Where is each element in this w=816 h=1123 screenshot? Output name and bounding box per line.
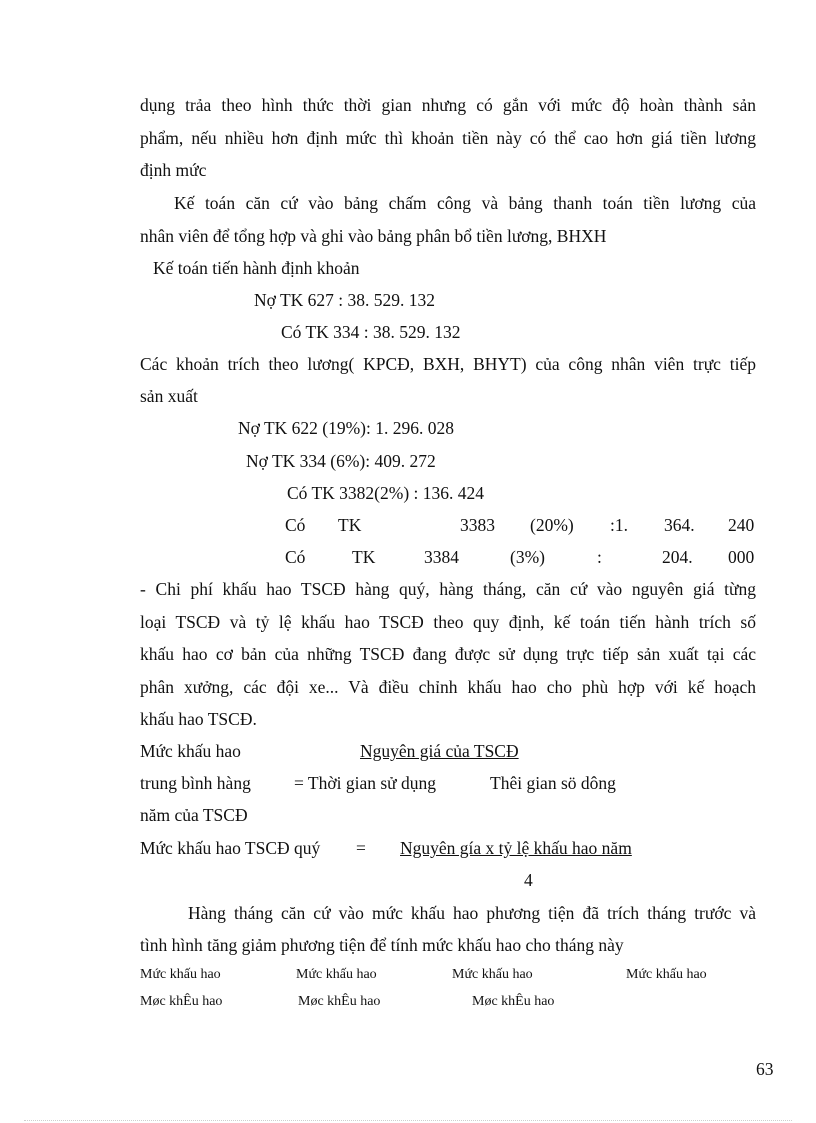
- small-row-2-item: Møc khÊu hao: [472, 994, 555, 1009]
- footer-divider: [24, 1120, 792, 1121]
- credit-2-cell: 240: [728, 515, 755, 535]
- entry-2-credit-1: Có TK 3382(2%) : 136. 424: [287, 483, 485, 503]
- paragraph-2-line-1: Kế toán căn cứ vào bảng chấm công và bảng thanh toán tiền lương của: [174, 193, 756, 213]
- formula-1-equals-text: = Thời gian sử dụng: [294, 773, 437, 793]
- entry-2-debit-2: Nợ TK 334 (6%): 409. 272: [246, 451, 436, 471]
- formula-2-equals: =: [356, 838, 366, 858]
- entry-1-credit: Có TK 334 : 38. 529. 132: [281, 322, 461, 342]
- formula-1-numerator: Nguyên giá của TSCĐ: [360, 741, 519, 761]
- credit-3-cell: Có: [285, 547, 306, 567]
- page-number: 63: [756, 1059, 774, 1079]
- formula-2-denominator: 4: [524, 870, 533, 890]
- paragraph-5-line-2: tình hình tăng giảm phương tiện để tính mức khấu hao cho tháng này: [140, 935, 624, 955]
- credit-2-cell: :1.: [610, 515, 628, 535]
- credit-2-cell: (20%): [530, 515, 574, 535]
- paragraph-3-line-1: Các khoản trích theo lương( KPCĐ, BXH, BHYT) của công nhân viên trực tiếp: [140, 354, 756, 374]
- small-row-1-item: Mức khấu hao: [296, 967, 377, 982]
- credit-3-cell: TK: [352, 547, 376, 567]
- credit-2-cell: Có: [285, 515, 306, 535]
- credit-3-cell: 000: [728, 547, 755, 567]
- small-row-1-item: Mức khấu hao: [452, 967, 533, 982]
- formula-1-label-line-2: trung bình hàng: [140, 773, 251, 793]
- credit-3-cell: (3%): [510, 547, 545, 567]
- paragraph-4-line-5: khấu hao TSCĐ.: [140, 709, 257, 729]
- credit-3-cell: 3384: [424, 547, 459, 567]
- formula-2-numerator: Nguyên gía x tỷ lệ khấu hao năm: [400, 838, 632, 858]
- entry-1-debit: Nợ TK 627 : 38. 529. 132: [254, 290, 436, 310]
- entry-heading: Kế toán tiến hành định khoản: [153, 258, 360, 278]
- paragraph-4-line-1: - Chi phí khấu hao TSCĐ hàng quý, hàng tháng, căn cứ vào nguyên giá từng: [140, 579, 756, 599]
- formula-1-garbled-text: Thêi gian sö dông: [490, 773, 616, 793]
- paragraph-4-line-3: khấu hao cơ bản của những TSCĐ đang được sử dụng trực tiếp sản xuất tại các: [140, 644, 756, 664]
- small-row-2-item: Møc khÊu hao: [140, 994, 223, 1009]
- entry-2-debit-1: Nợ TK 622 (19%): 1. 296. 028: [238, 418, 454, 438]
- credit-2-cell: 364.: [664, 515, 695, 535]
- credit-3-cell: 204.: [662, 547, 693, 567]
- small-row-1-item: Mức khấu hao: [626, 967, 707, 982]
- paragraph-4-line-2: loại TSCĐ và tỷ lệ khấu hao TSCĐ theo quy định, kế toán tiến hành trích số: [140, 612, 756, 632]
- credit-2-cell: 3383: [460, 515, 495, 535]
- formula-2-label: Mức khấu hao TSCĐ quý: [140, 838, 321, 858]
- paragraph-1-line-2: phẩm, nếu nhiều hơn định mức thì khoản tiền này có thể cao hơn giá tiền lương: [140, 128, 756, 148]
- formula-1-label-line-1: Mức khấu hao: [140, 741, 241, 761]
- paragraph-1-line-3: định mức: [140, 160, 207, 180]
- formula-1-label-line-3: năm của TSCĐ: [140, 805, 248, 825]
- paragraph-5-line-1: Hàng tháng căn cứ vào mức khấu hao phương tiện đã trích tháng trước và: [188, 903, 756, 923]
- paragraph-1-line-1: dụng trảa theo hình thức thời gian nhưng có gắn với mức độ hoàn thành sản: [140, 95, 756, 115]
- paragraph-2-line-2: nhân viên để tổng hợp và ghi vào bảng phân bổ tiền lương, BHXH: [140, 226, 607, 246]
- small-row-2-item: Møc khÊu hao: [298, 994, 381, 1009]
- paragraph-3-line-2: sản xuất: [140, 386, 198, 406]
- credit-3-cell: :: [597, 547, 602, 567]
- small-row-1-item: Mức khấu hao: [140, 967, 221, 982]
- credit-2-cell: TK: [338, 515, 362, 535]
- paragraph-4-line-4: phân xưởng, các đội xe... Và điều chỉnh khấu hao cho phù hợp với kế hoạch: [140, 677, 756, 697]
